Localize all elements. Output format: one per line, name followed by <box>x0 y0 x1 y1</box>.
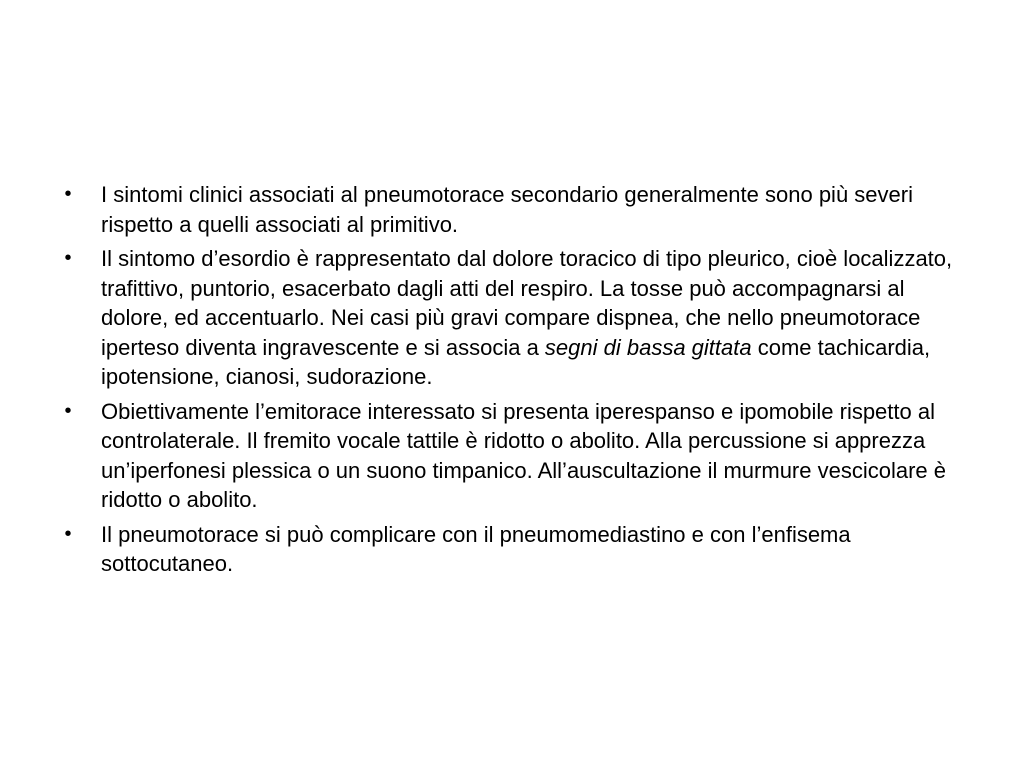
bullet-text <box>101 246 952 389</box>
bullet-text <box>101 522 851 577</box>
bullet-text-part: Il pneumotorace si può complicare con il pneumomediastino e con l’enfisema sottocutaneo. <box>101 521 851 576</box>
bullet-text-part: Il sintomo d’esordio è rappresentato dal dolore toracico di tipo pleurico, cioè localizzato, trafittivo, puntorio, esacerbato dagli atti del respiro. La tosse può accompagnarsi al dolore, ed accentuarlo. Nei casi più gravi compare dispnea, che nello pneumotorace iperteso diventa ingravescente e si associa a <box>101 246 953 360</box>
bullet-icon: • <box>64 247 72 269</box>
bullet-list <box>60 180 965 584</box>
bullet-text <box>101 182 913 237</box>
bullet-text <box>101 399 946 513</box>
bullet-text-part: come tachicardia, ipotensione, cianosi, sudorazione. <box>101 334 931 389</box>
bullet-item <box>60 180 965 239</box>
bullet-icon: • <box>64 522 72 545</box>
bullet-text-part: Obiettivamente l’emitorace interessato si presenta iperespanso e ipomobile rispetto al controlaterale. Il fremito vocale tattile è ridotto o abolito. Alla percussione si apprezza un’iperfonesi plessica o un suono timpanico. All’auscultazione il murmure vescicolare è ridotto o abolito. <box>101 398 946 512</box>
bullet-item <box>60 520 965 579</box>
bullet-icon: • <box>64 183 72 205</box>
bullet-item <box>60 244 965 392</box>
bullet-text-italic: segni di bassa gittata <box>544 334 752 360</box>
bullet-text-part: I sintomi clinici associati al pneumotorace secondario generalmente sono più severi rispetto a quelli associati al primitivo. <box>101 182 913 237</box>
bullet-item <box>60 397 965 515</box>
bullet-icon: • <box>64 399 72 422</box>
